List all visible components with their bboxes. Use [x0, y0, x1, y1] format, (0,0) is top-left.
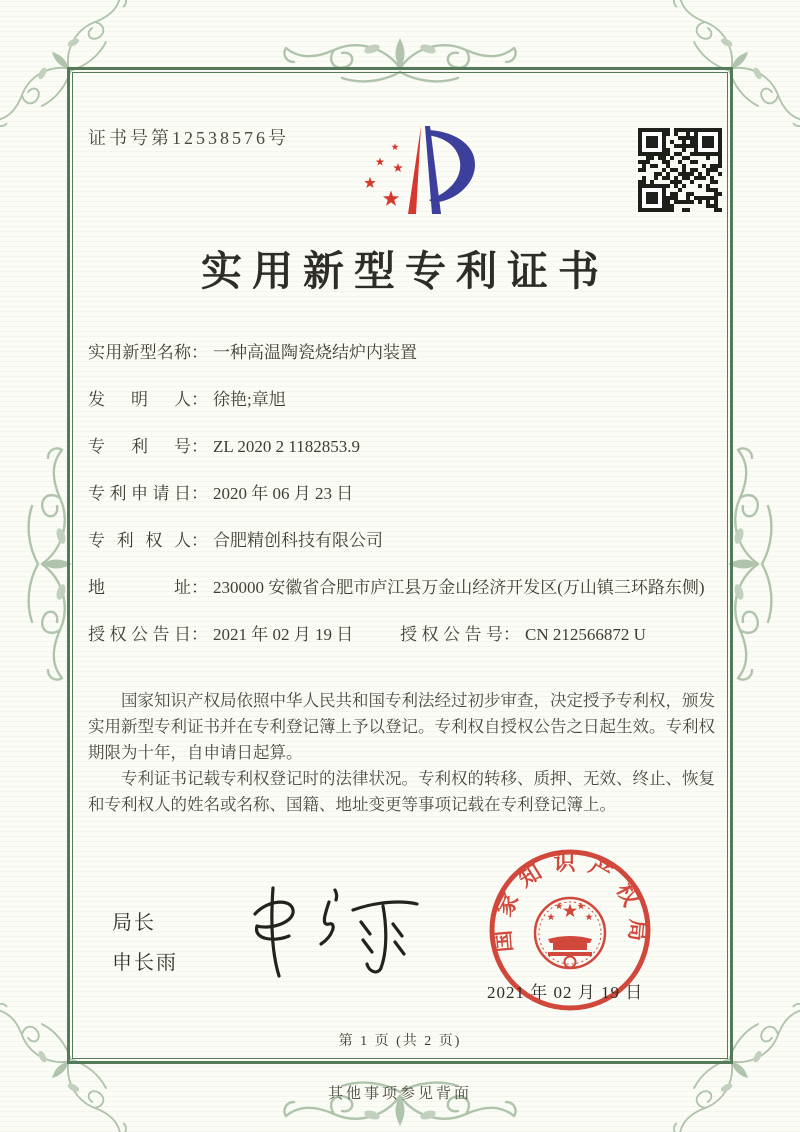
field-row-patentee	[88, 526, 716, 556]
field-value: CN 212566872 U	[525, 625, 646, 644]
legal-paragraph: 国家知识产权局依照中华人民共和国专利法经过初步审查，决定授予专利权，颁发实用新型专利证书并在专利登记簿上予以登记。专利权自授权公告之日起生效。专利权期限为十年，自申请日起算。	[88, 691, 715, 762]
field-row-grant	[88, 620, 716, 650]
field-colon: ：	[191, 531, 208, 550]
field-label: 地址	[88, 578, 191, 597]
cnipa-logo-icon	[342, 112, 482, 222]
field-label: 专利号	[88, 437, 191, 456]
signer-title: 局长	[112, 912, 156, 934]
seal-text: 国家知识产权局	[488, 850, 652, 954]
field-label: 授权公告日	[88, 625, 191, 644]
page-indicator: 第 1 页 (共 2 页)	[338, 1034, 462, 1049]
field-label: 专利申请日	[88, 484, 191, 503]
field-label: 专利权人	[88, 531, 191, 550]
legal-text	[88, 688, 716, 818]
field-row-address	[88, 573, 716, 603]
field-colon: ：	[191, 484, 208, 503]
field-row-filing-date	[88, 479, 716, 509]
signer-block	[112, 903, 178, 983]
field-value: ZL 2020 2 1182853.9	[213, 437, 361, 456]
field-value: 一种高温陶瓷烧结炉内装置	[213, 343, 417, 362]
field-row-inventors	[88, 385, 716, 415]
field-colon: ：	[191, 437, 208, 456]
field-value: 2020 年 06 月 23 日	[213, 484, 354, 503]
field-value: 2021 年 02 月 19 日	[213, 625, 354, 644]
field-list	[88, 338, 716, 667]
certificate-number: 证书号第12538576号	[88, 128, 289, 148]
field-label: 发明人	[88, 390, 191, 409]
field-colon: ：	[191, 343, 208, 362]
grant-date-pair	[88, 620, 400, 650]
qr-code	[638, 128, 722, 212]
legal-paragraph: 专利证书记载专利权登记时的法律状况。专利权的转移、质押、无效、终止、恢复和专利权人的姓名或名称、国籍、地址变更等事项记载在专利登记簿上。	[88, 769, 715, 814]
field-colon: ：	[191, 625, 208, 644]
field-row-patent-number	[88, 432, 716, 462]
field-label: 授权公告号	[400, 625, 503, 644]
grant-number-pair	[400, 620, 646, 650]
field-value: 230000 安徽省合肥市庐江县万金山经济开发区(万山镇三环路东侧)	[213, 578, 705, 597]
field-colon: ：	[191, 578, 208, 597]
field-label: 实用新型名称	[88, 343, 191, 362]
signer-name: 申长雨	[112, 952, 178, 974]
seal-date: 2021 年 02 月 19 日	[487, 983, 644, 1002]
field-row-invention-name	[88, 338, 716, 368]
field-colon: ：	[191, 390, 208, 409]
field-colon: ：	[503, 625, 520, 644]
signature-icon	[225, 876, 425, 986]
certificate-title: 实用新型专利证书	[201, 248, 609, 294]
field-value: 徐艳;章旭	[213, 390, 286, 409]
field-value: 合肥精创科技有限公司	[213, 531, 383, 550]
back-note: 其他事项参见背面	[327, 1086, 472, 1102]
